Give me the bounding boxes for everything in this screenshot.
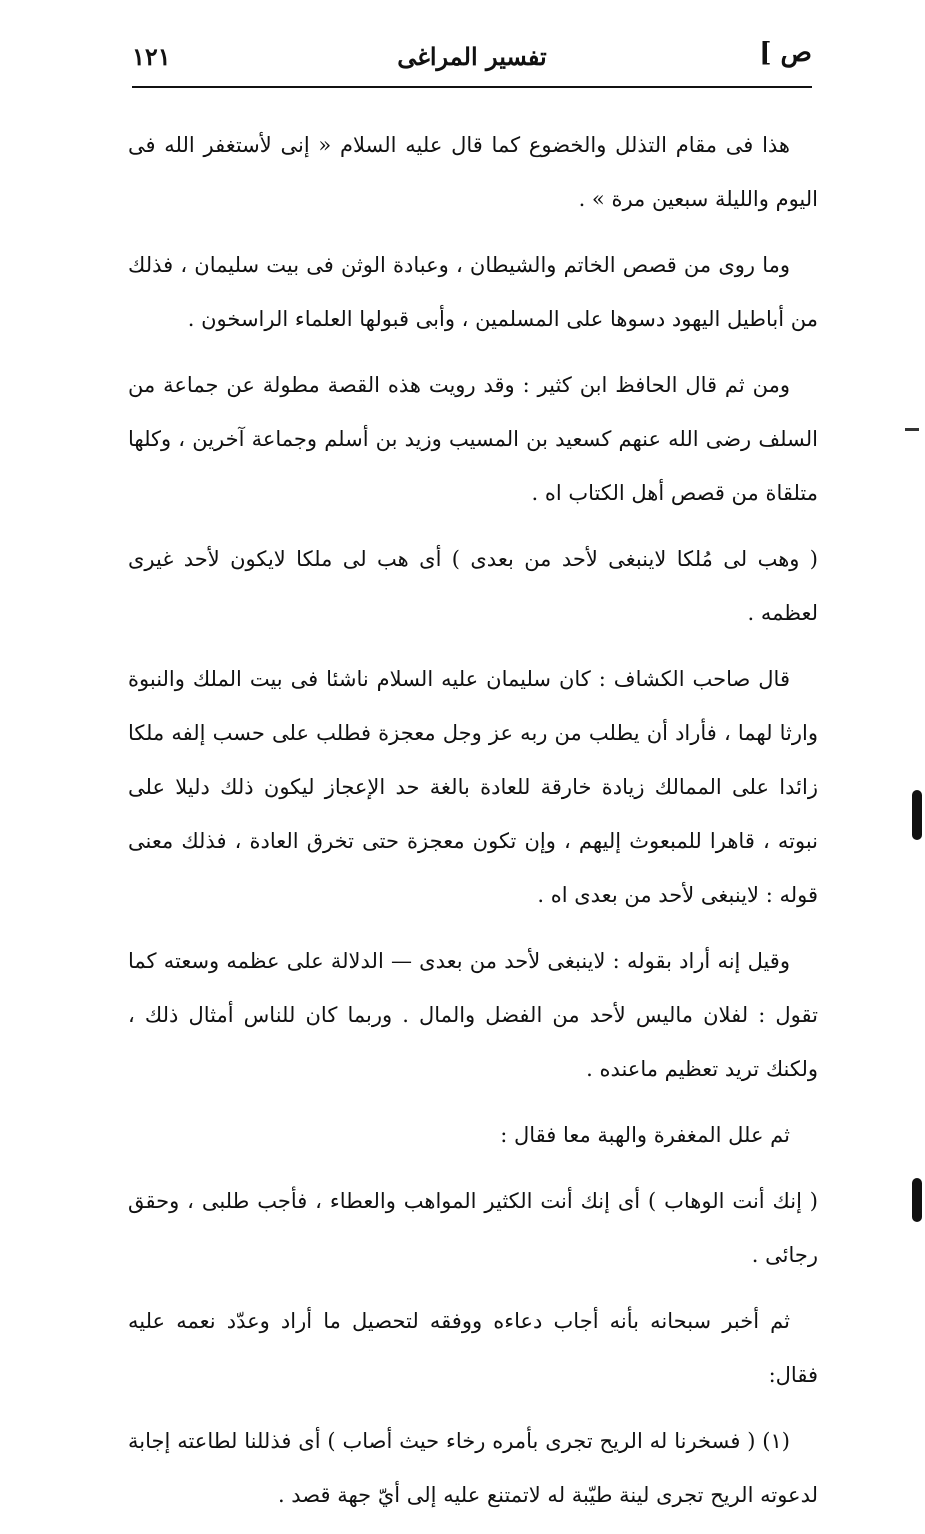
- running-title: تفسير المراغى: [397, 42, 547, 71]
- paragraph-6: وقيل إنه أراد بقوله : لاينبغى لأحد من بعدى — الدلالة على عظمه وسعته كما تقول : لفلان ماليس لأحد من الفضل والمال . وربما كان للناس أمثال ذلك ، ولكنك تريد تعظيم ماعنده .: [128, 949, 818, 1081]
- header-rule: [132, 86, 812, 88]
- surah-reference: ص ]: [759, 38, 812, 68]
- paragraph-7: ثم علل المغفرة والهبة معا فقال :: [500, 1123, 790, 1147]
- binding-ink-mark: [912, 790, 922, 840]
- body-text: [128, 118, 818, 1534]
- page-number: ١٢١: [132, 42, 171, 71]
- margin-mark: [905, 428, 919, 431]
- page-header: [132, 38, 812, 90]
- paragraph-10: (١) ( فسخرنا له الريح تجرى بأمره رخاء حيث أصاب ) أى فذللنا لطاعته إجابة لدعوته الريح تجرى لينة طيّبة له لاتمتنع عليه إلى أيّ جهة قصد .: [128, 1429, 818, 1507]
- paragraph-5: قال صاحب الكشاف : كان سليمان عليه السلام ناشئا فى بيت الملك والنبوة وارثا لهما ، فأراد أن يطلب من ربه عز وجل معجزة فطلب على حسب إلفه ملكا زائدا على الممالك زيادة خارقة للعادة بالغة حد الإعجاز ليكون ذلك دليلا على نبوته ، قاهرا للمبعوث إليهم ، وإن تكون معجزة حتى تخرق العادة ، فذلك معنى قوله : لاينبغى لأحد من بعدى اه .: [128, 667, 818, 907]
- paragraph-2: وما روى من قصص الخاتم والشيطان ، وعبادة الوثن فى بيت سليمان ، فذلك من أباطيل اليهود دسوها على المسلمين ، وأبى قبولها العلماء الراسخون .: [128, 253, 818, 331]
- paragraph-1: هذا فى مقام التذلل والخضوع كما قال عليه السلام « إنى لأستغفر الله فى اليوم والليلة سبعين مرة » .: [128, 133, 818, 211]
- paragraph-9: ثم أخبر سبحانه بأنه أجاب دعاءه ووفقه لتحصيل ما أراد وعدّد نعمه عليه فقال:: [128, 1309, 818, 1387]
- paragraph-8: ( إنك أنت الوهاب ) أى إنك أنت الكثير المواهب والعطاء ، فأجب طلبى ، وحقق رجائى .: [128, 1189, 818, 1267]
- binding-ink-mark: [912, 1178, 922, 1222]
- paragraph-3: ومن ثم قال الحافظ ابن كثير : وقد رويت هذه القصة مطولة عن جماعة من السلف رضى الله عنهم كسعيد بن المسيب وزيد بن أسلم وجماعة آخرين ، وكلها متلقاة من قصص أهل الكتاب اه .: [128, 373, 818, 505]
- paragraph-4: ( وهب لى مُلكا لاينبغى لأحد من بعدى ) أى هب لى ملكا لايكون لأحد غيرى لعظمه .: [128, 547, 818, 625]
